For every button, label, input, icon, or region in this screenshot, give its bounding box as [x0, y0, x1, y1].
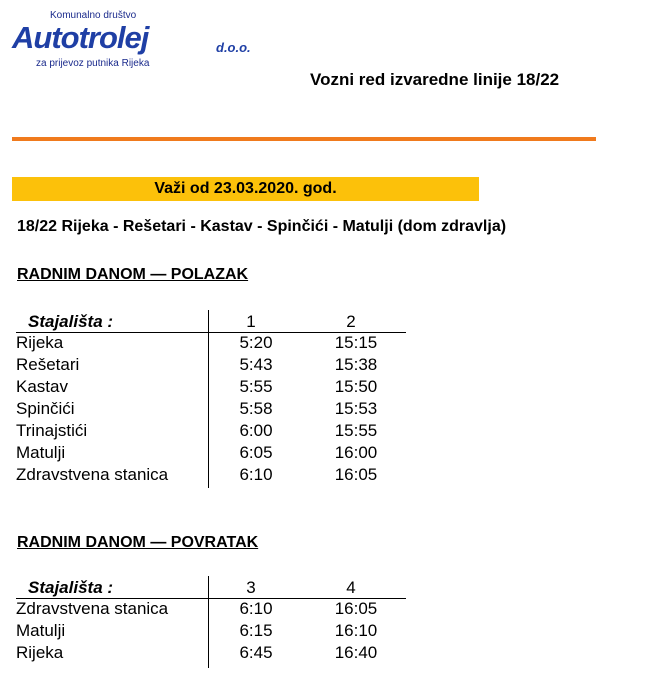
- table-header: [16, 310, 406, 330]
- table-row: [16, 442, 406, 464]
- company-logo: [12, 10, 257, 70]
- departure-time: 15:55: [334, 421, 378, 440]
- stops-header: Stajališta :: [28, 312, 114, 331]
- logo-wordmark: Autotrolej: [12, 20, 149, 55]
- departure-time: 5:20: [239, 333, 273, 352]
- section-heading-return: RADNIM DANOM — POVRATAK: [17, 534, 259, 551]
- logo-top-text: Komunalno društvo: [50, 10, 137, 21]
- stop-name: Rijeka: [16, 333, 64, 352]
- logo-sub-text: za prijevoz putnika Rijeka: [36, 58, 150, 69]
- route-description: 18/22 Rijeka - Rešetari - Kastav - Spinčići - Matulji (dom zdravlja): [17, 218, 507, 235]
- table-row: [16, 376, 406, 398]
- departure-time: 16:05: [334, 465, 378, 484]
- table-row: [16, 464, 406, 486]
- stop-name: Spinčići: [16, 399, 75, 418]
- table-row: [16, 398, 406, 420]
- table-row: [16, 354, 406, 376]
- stop-name: Matulji: [16, 621, 66, 640]
- column-header: 2: [346, 312, 356, 331]
- stop-name: Trinajstići: [16, 421, 88, 440]
- departure-time: 16:00: [334, 443, 378, 462]
- table-row: [16, 642, 406, 664]
- departure-time: 15:50: [334, 377, 378, 396]
- table-row: [16, 420, 406, 442]
- departure-time: 5:43: [239, 355, 273, 374]
- timetable-return: [16, 576, 406, 664]
- departure-time: 5:55: [239, 377, 273, 396]
- orange-divider: [12, 137, 596, 141]
- table-row: [16, 598, 406, 620]
- document-title: Vozni red izvaredne linije 18/22: [310, 70, 560, 89]
- departure-time: 5:58: [239, 399, 273, 418]
- departure-time: 15:53: [334, 399, 378, 418]
- stop-name: Kastav: [16, 377, 68, 396]
- table-row: [16, 332, 406, 354]
- departure-time: 15:15: [334, 333, 378, 352]
- table-row: [16, 620, 406, 642]
- stop-name: Zdravstvena stanica: [16, 465, 169, 484]
- timetable-departure: [16, 310, 406, 486]
- departure-time: 6:10: [239, 465, 273, 484]
- column-header: 1: [246, 312, 256, 331]
- stop-name: Matulji: [16, 443, 66, 462]
- departure-time: 15:38: [334, 355, 378, 374]
- stop-name: Rijeka: [16, 643, 64, 662]
- column-header: 4: [346, 578, 356, 597]
- departure-time: 6:05: [239, 443, 273, 462]
- stop-name: Zdravstvena stanica: [16, 599, 169, 618]
- logo-suffix: d.o.o.: [216, 40, 251, 55]
- departure-time: 16:10: [334, 621, 378, 640]
- departure-time: 6:10: [239, 599, 273, 618]
- validity-banner: Važi od 23.03.2020. god.: [12, 177, 479, 201]
- stop-name: Rešetari: [16, 355, 80, 374]
- departure-time: 16:40: [334, 643, 378, 662]
- departure-time: 6:45: [239, 643, 273, 662]
- column-header: 3: [246, 578, 256, 597]
- stops-header: Stajališta :: [28, 578, 114, 597]
- table-header: [16, 576, 406, 596]
- departure-time: 6:00: [239, 421, 273, 440]
- departure-time: 6:15: [239, 621, 273, 640]
- section-heading-departure: RADNIM DANOM — POLAZAK: [17, 266, 249, 283]
- departure-time: 16:05: [334, 599, 378, 618]
